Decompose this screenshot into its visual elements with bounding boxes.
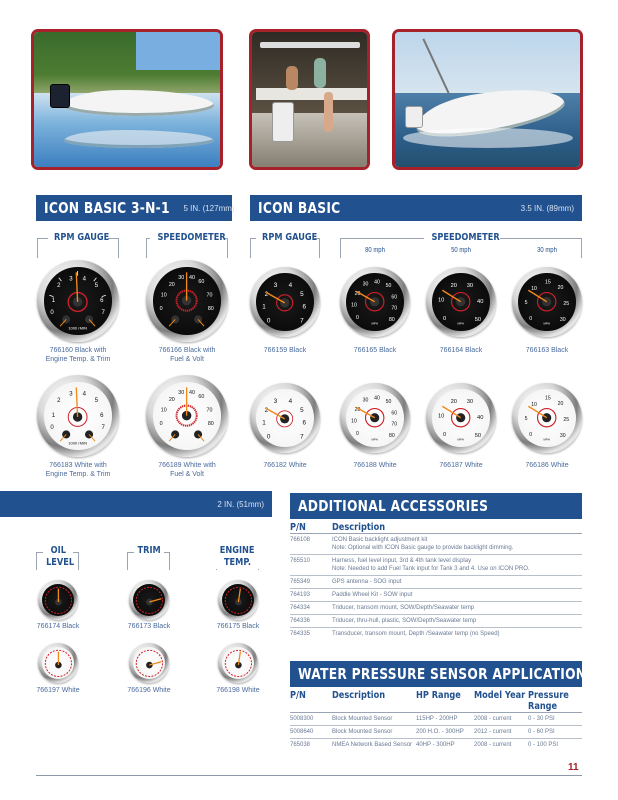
- size-label: 5 IN. (127mm): [183, 203, 235, 213]
- svg-text:3: 3: [69, 276, 73, 283]
- svg-text:30: 30: [362, 397, 369, 404]
- svg-text:20: 20: [354, 407, 361, 414]
- bass-boat-photo: [31, 29, 223, 170]
- svg-text:15: 15: [545, 395, 552, 402]
- svg-text:6: 6: [302, 419, 307, 427]
- gauge-766187: [426, 383, 496, 453]
- caption-766189: 766189 White with Fuel & Volt: [158, 462, 216, 478]
- svg-text:10: 10: [438, 297, 445, 304]
- speed-range-50: 50 mph: [451, 247, 471, 254]
- caption-766198: 766198 White: [216, 687, 260, 694]
- table-row: 5008640 Block Mounted Sensor 200 H.O. - 300HP 2012 - current 0 - 60 PSI: [290, 726, 582, 739]
- svg-text:1: 1: [262, 419, 267, 427]
- gauge-766183: [37, 375, 119, 457]
- col-model-year: Model Year: [474, 690, 526, 701]
- svg-text:MPH: MPH: [457, 321, 465, 326]
- col-hp-range: HP Range: [416, 690, 461, 701]
- svg-text:25: 25: [563, 417, 570, 424]
- gauge-766182: [250, 383, 320, 453]
- col-description: Description: [332, 690, 386, 701]
- svg-text:10: 10: [351, 418, 358, 425]
- water-pressure-table: [290, 690, 582, 751]
- svg-text:4: 4: [83, 276, 87, 283]
- svg-text:40: 40: [374, 395, 381, 402]
- gauge-766174: [38, 580, 78, 620]
- svg-text:4: 4: [288, 398, 293, 406]
- icon-basic-header: [250, 195, 582, 221]
- gauge-766188: [340, 383, 410, 453]
- svg-text:0: 0: [50, 310, 55, 317]
- group-label-engine-temp: ENGINE TEMP.: [216, 545, 259, 569]
- svg-text:20: 20: [557, 285, 564, 292]
- trim-dial: [133, 647, 166, 680]
- svg-text:0: 0: [443, 432, 447, 439]
- caption-766164: 766164 Black: [439, 347, 483, 354]
- svg-text:30: 30: [466, 283, 474, 290]
- svg-text:30: 30: [362, 281, 369, 288]
- svg-text:0: 0: [529, 316, 533, 323]
- svg-text:0: 0: [159, 306, 163, 313]
- caption-766196: 766196 White: [127, 687, 171, 694]
- table-row: 764193 Paddle Wheel Kit - SOW input: [290, 589, 582, 602]
- section-title: ICON BASIC 3-N-1: [44, 199, 170, 217]
- caption-766165: 766165 Black: [353, 347, 397, 354]
- svg-text:6: 6: [100, 413, 104, 420]
- caption-766159: 766159 Black: [263, 347, 307, 354]
- section-title: ICON BASIC: [258, 199, 341, 217]
- svg-text:30: 30: [178, 275, 185, 282]
- gauge-766165: [340, 267, 410, 337]
- svg-text:1: 1: [52, 413, 56, 420]
- footer-divider: [36, 775, 582, 776]
- oil-level-dial: [42, 584, 75, 617]
- gauge-766197: [38, 643, 78, 683]
- svg-text:10: 10: [531, 286, 538, 293]
- caption-766174: 766174 Black: [36, 623, 80, 630]
- group-label-speedometer: SPEEDOMETER: [424, 232, 500, 243]
- svg-text:6: 6: [302, 303, 307, 311]
- svg-text:60: 60: [198, 394, 205, 401]
- svg-text:30: 30: [466, 399, 474, 406]
- group-label-oil-level: OIL LEVEL: [43, 545, 73, 569]
- table-row: 764334 Triducer, transom mount, SOW/Depth/Seawater temp: [290, 602, 582, 615]
- col-pn: P/N: [290, 522, 306, 533]
- svg-text:3: 3: [274, 398, 278, 406]
- svg-text:7: 7: [300, 317, 304, 325]
- trim-dial: [133, 584, 166, 617]
- gauge-766196: [129, 643, 169, 683]
- gauge-766159: [250, 267, 320, 337]
- caption-766173: 766173 Black: [127, 623, 171, 630]
- svg-text:5: 5: [300, 407, 304, 415]
- rpm-dial: [256, 273, 313, 330]
- gauge-766186: [512, 383, 582, 453]
- caption-766166: 766166 Black with Fuel & Volt: [158, 347, 216, 363]
- size-label: 2 IN. (51mm): [217, 499, 264, 509]
- svg-text:5: 5: [300, 291, 304, 299]
- svg-text:60: 60: [391, 294, 398, 301]
- svg-text:20: 20: [169, 282, 176, 289]
- svg-text:7: 7: [300, 433, 304, 441]
- svg-text:1000 rMIN: 1000 rMIN: [68, 325, 88, 331]
- svg-text:0: 0: [267, 433, 271, 441]
- svg-text:30: 30: [560, 317, 566, 324]
- svg-text:80: 80: [208, 421, 215, 428]
- two-inch-header: [0, 491, 272, 517]
- svg-text:0: 0: [443, 316, 447, 323]
- svg-text:70: 70: [206, 407, 213, 414]
- speed-80-dial: [346, 389, 403, 446]
- svg-text:7: 7: [101, 425, 106, 432]
- svg-text:50: 50: [475, 317, 482, 324]
- svg-text:20: 20: [354, 291, 361, 298]
- gauge-766166: [146, 260, 228, 342]
- accessories-header: [290, 493, 582, 519]
- accessories-table: [290, 522, 582, 640]
- col-pressure-range: Pressure: [528, 690, 569, 701]
- table-header: P/N Description HP Range Model Year Pressure Range: [290, 690, 582, 713]
- cruiser-boat-photo: [392, 29, 583, 170]
- svg-text:40: 40: [477, 415, 484, 422]
- gauge-766160: [37, 260, 119, 342]
- caption-766183: 766183 White with Engine Temp. & Trim: [45, 462, 111, 478]
- svg-text:2: 2: [264, 291, 269, 299]
- caption-766188: 766188 White: [353, 462, 397, 469]
- svg-text:0: 0: [159, 421, 163, 428]
- caption-766197: 766197 White: [36, 687, 80, 694]
- svg-text:0: 0: [356, 431, 360, 438]
- caption-766182: 766182 White: [263, 462, 307, 469]
- rpm-dial: [256, 389, 313, 446]
- size-label: 3.5 IN. (89mm): [520, 203, 574, 213]
- svg-text:1: 1: [262, 303, 267, 311]
- icon-basic-3n1-header: [36, 195, 235, 221]
- svg-text:10: 10: [438, 413, 445, 420]
- rpm-3n1-dial: [44, 267, 111, 334]
- caption-766186: 766186 White: [525, 462, 569, 469]
- svg-text:4: 4: [288, 282, 293, 290]
- section-title: WATER PRESSURE SENSOR APPLICATIONS: [298, 665, 596, 683]
- svg-text:3: 3: [69, 391, 73, 398]
- svg-text:60: 60: [198, 279, 205, 286]
- svg-text:1000 rMIN: 1000 rMIN: [68, 440, 88, 446]
- svg-text:70: 70: [391, 422, 398, 429]
- svg-text:3: 3: [274, 282, 278, 290]
- svg-text:30: 30: [560, 433, 566, 440]
- svg-text:MPH: MPH: [543, 437, 551, 442]
- svg-text:25: 25: [563, 301, 570, 308]
- table-row: 765510 Harness, fuel level input, 3rd & 4th tank level display Note: Needed to add Fuel Tank input for Tank 3 and 4. Use on ICON PRO.: [290, 555, 582, 576]
- svg-text:5: 5: [95, 398, 99, 405]
- svg-text:MPH: MPH: [457, 437, 465, 442]
- caption-766187: 766187 White: [439, 462, 483, 469]
- svg-text:2: 2: [264, 407, 269, 415]
- svg-text:70: 70: [391, 306, 398, 313]
- svg-text:50: 50: [475, 433, 482, 440]
- svg-text:5: 5: [524, 300, 528, 307]
- svg-text:50: 50: [385, 399, 392, 406]
- table-row: 765038 NMEA Network Based Sensor 40HP - 300HP 2008 - current 0 - 100 PSI: [290, 742, 559, 748]
- svg-text:5: 5: [524, 416, 528, 423]
- svg-text:40: 40: [189, 390, 196, 397]
- svg-text:80: 80: [208, 306, 215, 313]
- rpm-3n1-dial: [44, 382, 111, 449]
- speed-range-30: 30 mph: [537, 247, 557, 254]
- caption-766163: 766163 Black: [525, 347, 569, 354]
- svg-text:20: 20: [557, 401, 564, 408]
- gauge-766164: [426, 267, 496, 337]
- svg-text:10: 10: [161, 292, 168, 299]
- svg-text:MPH: MPH: [371, 437, 379, 442]
- svg-text:80: 80: [389, 317, 396, 324]
- svg-text:2: 2: [57, 283, 61, 290]
- table-row: 766108 ICON Basic backlight adjustment kit Note: Optional with ICON Basic gauge to provide backlight dimming.: [290, 534, 582, 555]
- svg-text:40: 40: [374, 279, 381, 286]
- svg-text:5: 5: [95, 283, 99, 290]
- speed-50-dial: [432, 389, 489, 446]
- group-label-rpm-3n1: RPM GAUGE: [48, 232, 108, 243]
- svg-text:MPH: MPH: [543, 321, 551, 326]
- table-row: 764336 Triducer, thru-hull, plastic, SOW/Depth/Seawater temp: [290, 615, 582, 628]
- group-label-rpm: RPM GAUGE: [256, 232, 314, 243]
- svg-text:0: 0: [50, 425, 55, 432]
- svg-text:10: 10: [531, 402, 538, 409]
- table-header: [290, 522, 582, 534]
- engine-temp-dial: [222, 647, 255, 680]
- svg-text:2: 2: [57, 398, 61, 405]
- engine-temp-dial: [222, 584, 255, 617]
- svg-text:20: 20: [169, 397, 176, 404]
- svg-text:0: 0: [356, 315, 360, 322]
- table-row: 5008300 Block Mounted Sensor 115HP - 200HP 2008 - current 0 - 30 PSI: [290, 713, 582, 726]
- svg-text:4: 4: [83, 391, 87, 398]
- speed-50-dial: [432, 273, 489, 330]
- caption-766175: 766175 Black: [216, 623, 260, 630]
- gauge-766189: [146, 375, 228, 457]
- gauge-766163: [512, 267, 582, 337]
- table-row: 764335 Transducer, transom mount, Depth /Seawater temp (no Speed): [290, 631, 500, 637]
- gauge-766198: [218, 643, 258, 683]
- svg-text:10: 10: [351, 302, 358, 309]
- svg-text:20: 20: [450, 399, 458, 406]
- speed-30-dial: [518, 389, 575, 446]
- svg-text:7: 7: [101, 310, 106, 317]
- speed-range-80: 80 mph: [365, 247, 385, 254]
- col-description: Description: [332, 522, 386, 533]
- svg-text:0: 0: [529, 432, 533, 439]
- speed-3n1-dial: [153, 382, 220, 449]
- svg-text:30: 30: [178, 390, 185, 397]
- caption-766160: 766160 Black with Engine Temp. & Trim: [45, 347, 111, 363]
- svg-text:60: 60: [391, 410, 398, 417]
- section-title: ADDITIONAL ACCESSORIES: [298, 497, 489, 515]
- svg-text:20: 20: [450, 283, 458, 290]
- oil-level-dial: [42, 647, 75, 680]
- svg-text:MPH: MPH: [371, 321, 379, 326]
- gauge-766175: [218, 580, 258, 620]
- water-pressure-header: [290, 661, 596, 687]
- svg-text:1: 1: [52, 298, 56, 305]
- svg-text:40: 40: [477, 299, 484, 306]
- table-row: 765349 GPS antenna - SOG input: [290, 576, 582, 589]
- speed-30-dial: [518, 273, 575, 330]
- svg-text:15: 15: [545, 279, 552, 286]
- svg-text:70: 70: [206, 292, 213, 299]
- svg-text:10: 10: [161, 407, 168, 414]
- svg-text:0: 0: [267, 317, 271, 325]
- group-label-trim: TRIM: [134, 545, 164, 556]
- gauge-766173: [129, 580, 169, 620]
- svg-text:80: 80: [389, 433, 396, 440]
- pontoon-boat-photo: [249, 29, 370, 170]
- speed-3n1-dial: [153, 267, 220, 334]
- svg-text:40: 40: [189, 275, 196, 282]
- speed-80-dial: [346, 273, 403, 330]
- svg-text:6: 6: [100, 298, 104, 305]
- group-label-speedometer-3n1: SPEEDOMETER: [150, 232, 224, 243]
- page-number: 11: [568, 762, 579, 773]
- svg-text:50: 50: [385, 283, 392, 290]
- col-pn: P/N: [290, 690, 306, 701]
